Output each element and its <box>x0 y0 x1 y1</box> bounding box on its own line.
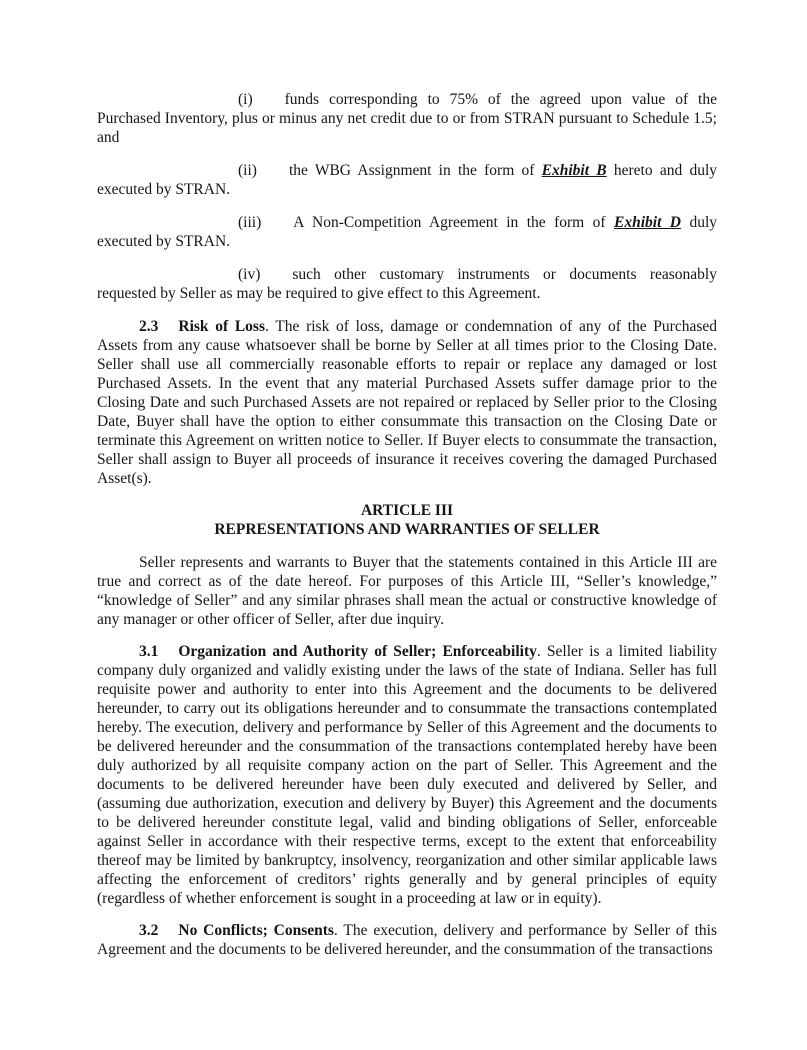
section-3-2-number: 3.2 <box>139 922 159 939</box>
page-content <box>97 90 717 972</box>
section-3-1-number: 3.1 <box>139 643 159 660</box>
clause-iii-text: A Non-Competition Agreement in the form of <box>293 214 614 231</box>
exhibit-b-reference: Exhibit B <box>541 162 607 179</box>
section-3-2-body: . The execution, delivery and performance by Seller of this Agreement and the documents to be delivered hereunder, and the consummation of the transactions <box>97 922 717 958</box>
section-2-3 <box>97 317 717 488</box>
clause-iv-marker: (iv) <box>238 266 261 283</box>
section-3-1 <box>97 642 717 908</box>
clause-i <box>97 90 717 147</box>
clause-iii <box>97 213 717 251</box>
clause-iii-marker: (iii) <box>238 214 262 231</box>
section-2-3-number: 2.3 <box>139 318 159 335</box>
exhibit-d-reference: Exhibit D <box>614 214 682 231</box>
clause-ii-text-end: hereto and duly executed by STRAN. <box>97 162 717 198</box>
clause-ii-marker: (ii) <box>238 162 257 179</box>
section-3-1-body: . Seller is a limited liability company duly organized and validly existing under the laws of the state of Indiana. Seller has full requisite power and authority to enter into this Agreement and the documents to be delivered hereunder, to carry out its obligations hereunder and to consummate the transactions contemplated hereby. The execution, delivery and performance by Seller of this Agreement and the documents to be delivered hereunder and the consummation of the transactions contemplated hereby have been duly authorized by all requisite company action on the part of Seller. This Agreement and the documents to be delivered hereunder have been duly executed and delivered by Seller, and (assuming due authorization, execution and delivery by Buyer) this Agreement and the documents to be delivered hereunder constitute legal, valid and binding obligations of Seller, enforceable against Seller in accordance with their respective terms, except to the extent that enforceability thereof may be limited by bankruptcy, insolvency, reorganization and other similar applicable laws affecting the enforcement of creditors’ rights generally and by general principles of equity (regardless of whether enforcement is sought in a proceeding at law or in equity). <box>97 643 717 907</box>
clause-iv <box>97 265 717 303</box>
article-iii-heading <box>97 501 717 539</box>
article-iii-heading-line1: ARTICLE III <box>360 502 454 519</box>
section-3-2 <box>97 921 717 959</box>
section-3-1-title: Organization and Authority of Seller; Enforceability <box>178 643 537 660</box>
section-2-3-title: Risk of Loss <box>178 318 265 335</box>
clause-i-marker: (i) <box>238 91 253 108</box>
article-iii-heading-line2: REPRESENTATIONS AND WARRANTIES OF SELLER <box>214 521 600 538</box>
clause-ii <box>97 161 717 199</box>
article-iii-intro: Seller represents and warrants to Buyer that the statements contained in this Article III are true and correct as of the date hereof. For purposes of this Article III, “Seller’s knowledge,” “knowledge of Seller” and any similar phrases shall mean the actual or constructive knowledge of any manager or other officer of Seller, after due inquiry. <box>97 554 717 628</box>
section-2-3-body: . The risk of loss, damage or condemnation of any of the Purchased Assets from any cause whatsoever shall be borne by Seller at all times prior to the Closing Date. Seller shall use all commercially reasonable efforts to repair or replace any damaged or lost Purchased Assets. In the event that any material Purchased Assets suffer damage prior to the Closing Date and such Purchased Assets are not repaired or replaced by Seller prior to the Closing Date, Buyer shall have the option to either consummate this transaction on the Closing Date or terminate this Agreement on written notice to Seller. If Buyer elects to consummate the transaction, Seller shall assign to Buyer all proceeds of insurance it receives covering the damaged Purchased Asset(s). <box>97 318 718 487</box>
clause-iii-text-end: duly executed by STRAN. <box>97 214 718 250</box>
clause-iv-text: such other customary instruments or documents reasonably requested by Seller as may be required to give effect to this Agreement. <box>97 266 717 302</box>
section-3-2-title: No Conflicts; Consents <box>178 922 334 939</box>
clause-ii-text: the WBG Assignment in the form of <box>288 162 542 179</box>
clause-i-text: funds corresponding to 75% of the agreed upon value of the Purchased Inventory, plus or minus any net credit due to or from STRAN pursuant to Schedule 1.5; and <box>97 91 717 146</box>
